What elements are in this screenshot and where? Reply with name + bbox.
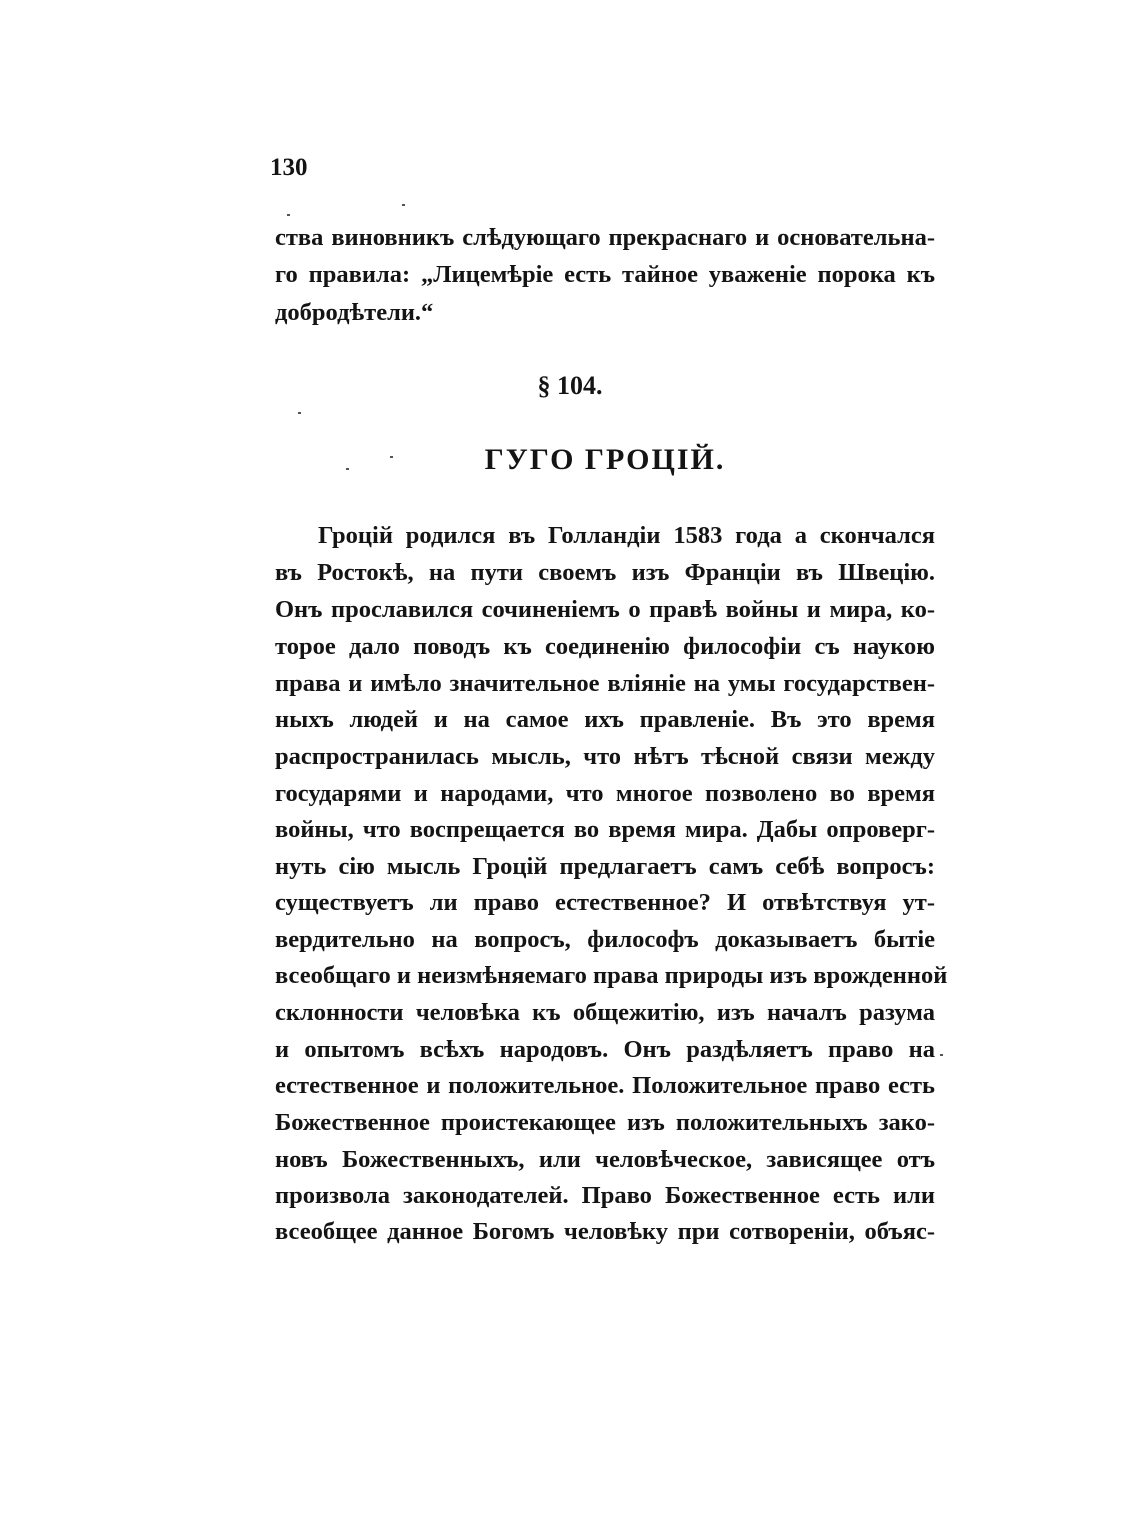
text-line: произвола законодателей. Право Божественное есть или xyxy=(275,1182,935,1209)
scan-speck xyxy=(390,456,393,458)
scan-speck xyxy=(287,214,290,216)
page-number: 130 xyxy=(270,154,308,181)
text-line: естественное и положительное. Положительное право есть xyxy=(275,1072,935,1099)
text-line: склонности человѣка къ общежитію, изъ началъ разума xyxy=(275,999,935,1026)
text-line: государями и народами, что многое позволено во время xyxy=(275,780,935,807)
text-line: ства виновникъ слѣдующаго прекраснаго и основательна- xyxy=(275,224,935,251)
text-line: Божественное проистекающее изъ положительныхъ зако- xyxy=(275,1109,935,1136)
text-line: го правила: „Лицемѣріе есть тайное уваженіе порока къ xyxy=(275,261,935,288)
text-line: нуть сію мысль Гроцій предлагаетъ самъ себѣ вопросъ: xyxy=(275,853,935,880)
text-line: существуетъ ли право естественное? И отвѣтствуя ут- xyxy=(275,889,935,916)
text-line: добродѣтели.“ xyxy=(275,299,434,326)
text-line: всеобщаго и неизмѣняемаго права природы изъ врожденной xyxy=(275,962,948,989)
text-line: войны, что воспрещается во время мира. Дабы опроверг- xyxy=(275,816,935,843)
scan-speck xyxy=(940,1054,943,1056)
text-line: всеобщее данное Богомъ человѣку при сотвореніи, объяс- xyxy=(275,1218,935,1245)
text-line: права и имѣло значительное вліяніе на умы государствен- xyxy=(275,670,935,697)
scan-speck xyxy=(402,204,405,206)
text-line: новъ Божественныхъ, или человѣческое, зависящее отъ xyxy=(275,1146,935,1173)
text-line: и опытомъ всѣхъ народовъ. Онъ раздѣляетъ право на xyxy=(275,1036,935,1063)
scan-speck xyxy=(346,468,349,470)
text-line: ныхъ людей и на самое ихъ правленіе. Въ это время xyxy=(275,706,935,733)
text-line: въ Ростокѣ, на пути своемъ изъ Франціи въ Швецію. xyxy=(275,559,935,586)
text-line: вердительно на вопросъ, философъ доказываетъ бытіе xyxy=(275,926,935,953)
text-line: торое дало поводъ къ соединенію философіи съ наукою xyxy=(275,633,935,660)
text-line: Онъ прославился сочиненіемъ о правѣ войны и мира, ко- xyxy=(275,596,935,623)
scan-speck xyxy=(298,412,301,414)
section-title: ГУГО ГРОЦІЙ. xyxy=(484,443,726,476)
text-line: Гроцій родился въ Голландіи 1583 года а скончался xyxy=(318,522,935,549)
section-number: § 104. xyxy=(537,371,603,400)
text-line: распространилась мысль, что нѣтъ тѣсной связи между xyxy=(275,743,935,770)
